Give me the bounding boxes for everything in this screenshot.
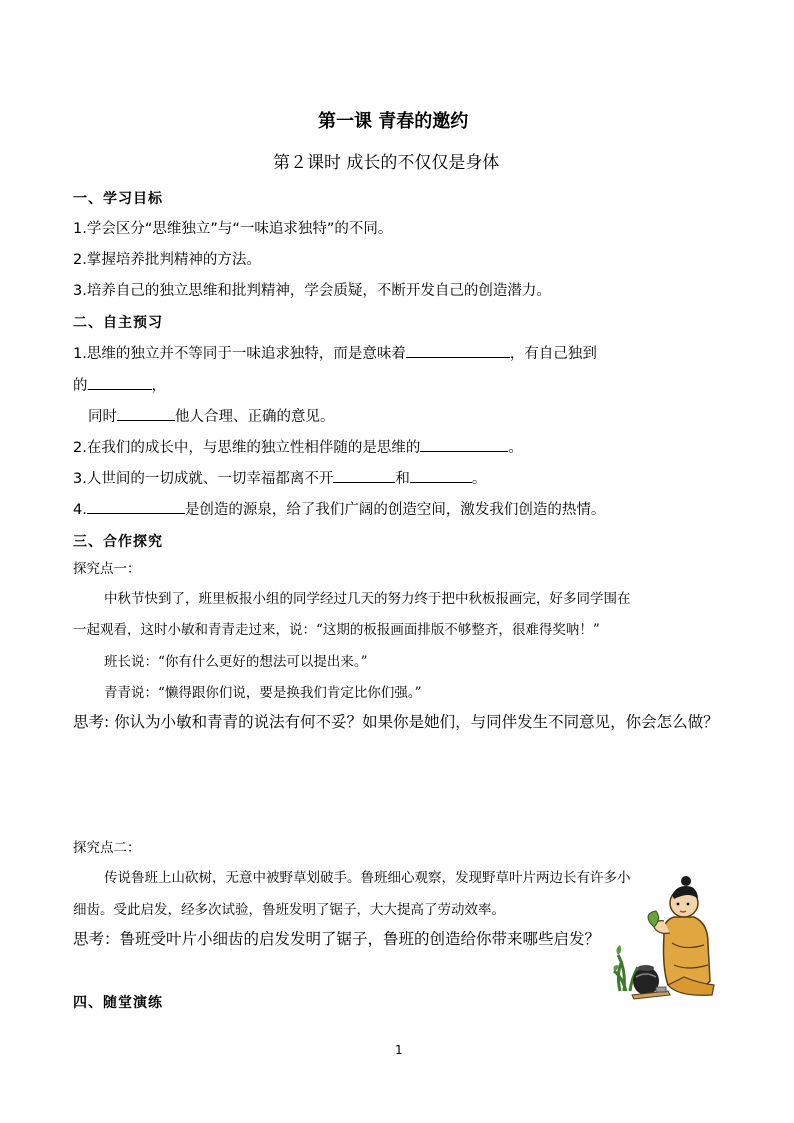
question-text: 。 (471, 471, 487, 487)
explore-point-1-label: 探究点一： (73, 561, 141, 577)
answer-blank[interactable] (117, 406, 175, 421)
answer-blank[interactable] (333, 468, 395, 483)
section-heading-practice: 四、随堂演练 (73, 995, 163, 1011)
explore-point-2-label: 探究点二： (73, 840, 141, 856)
preview-question-2 (73, 436, 523, 457)
question-text: 同时 (88, 409, 117, 425)
think-question-2: 思考：鲁班受叶片小细齿的启发发明了锯子，鲁班的创造给你带来哪些启发？ (73, 930, 601, 948)
goal-item-2: 2.掌握培养批判精神的方法。 (73, 252, 261, 268)
preview-question-1-cont (73, 374, 166, 395)
question-text: ， (151, 378, 166, 394)
answer-blank[interactable] (406, 343, 510, 358)
lesson-subtitle: 第２课时 成长的不仅仅是身体 (273, 153, 500, 173)
preview-question-1-cont2 (88, 405, 335, 426)
story-line: 青青说：“懒得跟你们说，要是换我们肯定比你们强。” (104, 685, 422, 701)
preview-question-1 (73, 342, 597, 363)
goal-item-3: 3.培养自己的独立思维和批判精神，学会质疑，不断开发自己的创造潜力。 (73, 283, 551, 299)
question-text: 的 (73, 378, 88, 394)
question-text: 2.在我们的成长中，与思维的独立性相伴随的是思维的 (73, 440, 421, 456)
story-line: 中秋节快到了，班里板报小组的同学经过几天的努力终于把中秋板报画完，好多同学围在 (104, 591, 631, 607)
question-text: ，有自己独到 (509, 346, 597, 362)
section-heading-preview: 二、自主预习 (73, 315, 163, 331)
question-text: 是创造的源泉，给了我们广阔的创造空间，激发我们创造的热情。 (184, 502, 606, 518)
question-text: 。 (508, 440, 523, 456)
question-text: 3.人世间的一切成就、一切幸福都离不开 (73, 471, 334, 487)
luban-illustration (612, 873, 720, 1001)
answer-blank[interactable] (410, 468, 472, 483)
question-text: 他人合理、正确的意见。 (175, 409, 335, 425)
preview-question-4 (73, 498, 605, 519)
story-line: 一起观看，这时小敏和青青走过来，说：“这期的板报画面排版不够整齐，很难得奖呐！” (73, 622, 600, 638)
preview-question-3 (73, 467, 486, 488)
question-text: 4. (73, 502, 87, 518)
goal-item-1: 1.学会区分“思维独立”与“一味追求独特”的不同。 (73, 221, 393, 237)
story-line: 班长说：“你有什么更好的想法可以提出来。” (104, 654, 368, 670)
answer-blank[interactable] (420, 437, 508, 452)
lesson-title: 第一课 青春的邀约 (318, 111, 469, 132)
section-heading-explore: 三、合作探究 (73, 534, 163, 550)
page-number: 1 (395, 1043, 403, 1057)
question-text: 1.思维的独立并不等同于一味追求独特，而是意味着 (73, 346, 406, 362)
story-line: 细齿。受此启发，经多次试验，鲁班发明了锯子，大大提高了劳动效率。 (73, 902, 505, 918)
think-question-1: 思考: 你认为小敏和青青的说法有何不妥？如果你是她们，与同伴发生不同意见，你会怎么做？ (73, 713, 719, 731)
section-heading-goals: 一、学习目标 (73, 191, 163, 207)
question-text: 和 (395, 471, 410, 487)
story-line: 传说鲁班上山砍树，无意中被野草划破手。鲁班细心观察，发现野草叶片两边长有许多小 (104, 870, 631, 886)
answer-blank[interactable] (88, 375, 152, 390)
answer-blank[interactable] (87, 499, 185, 514)
